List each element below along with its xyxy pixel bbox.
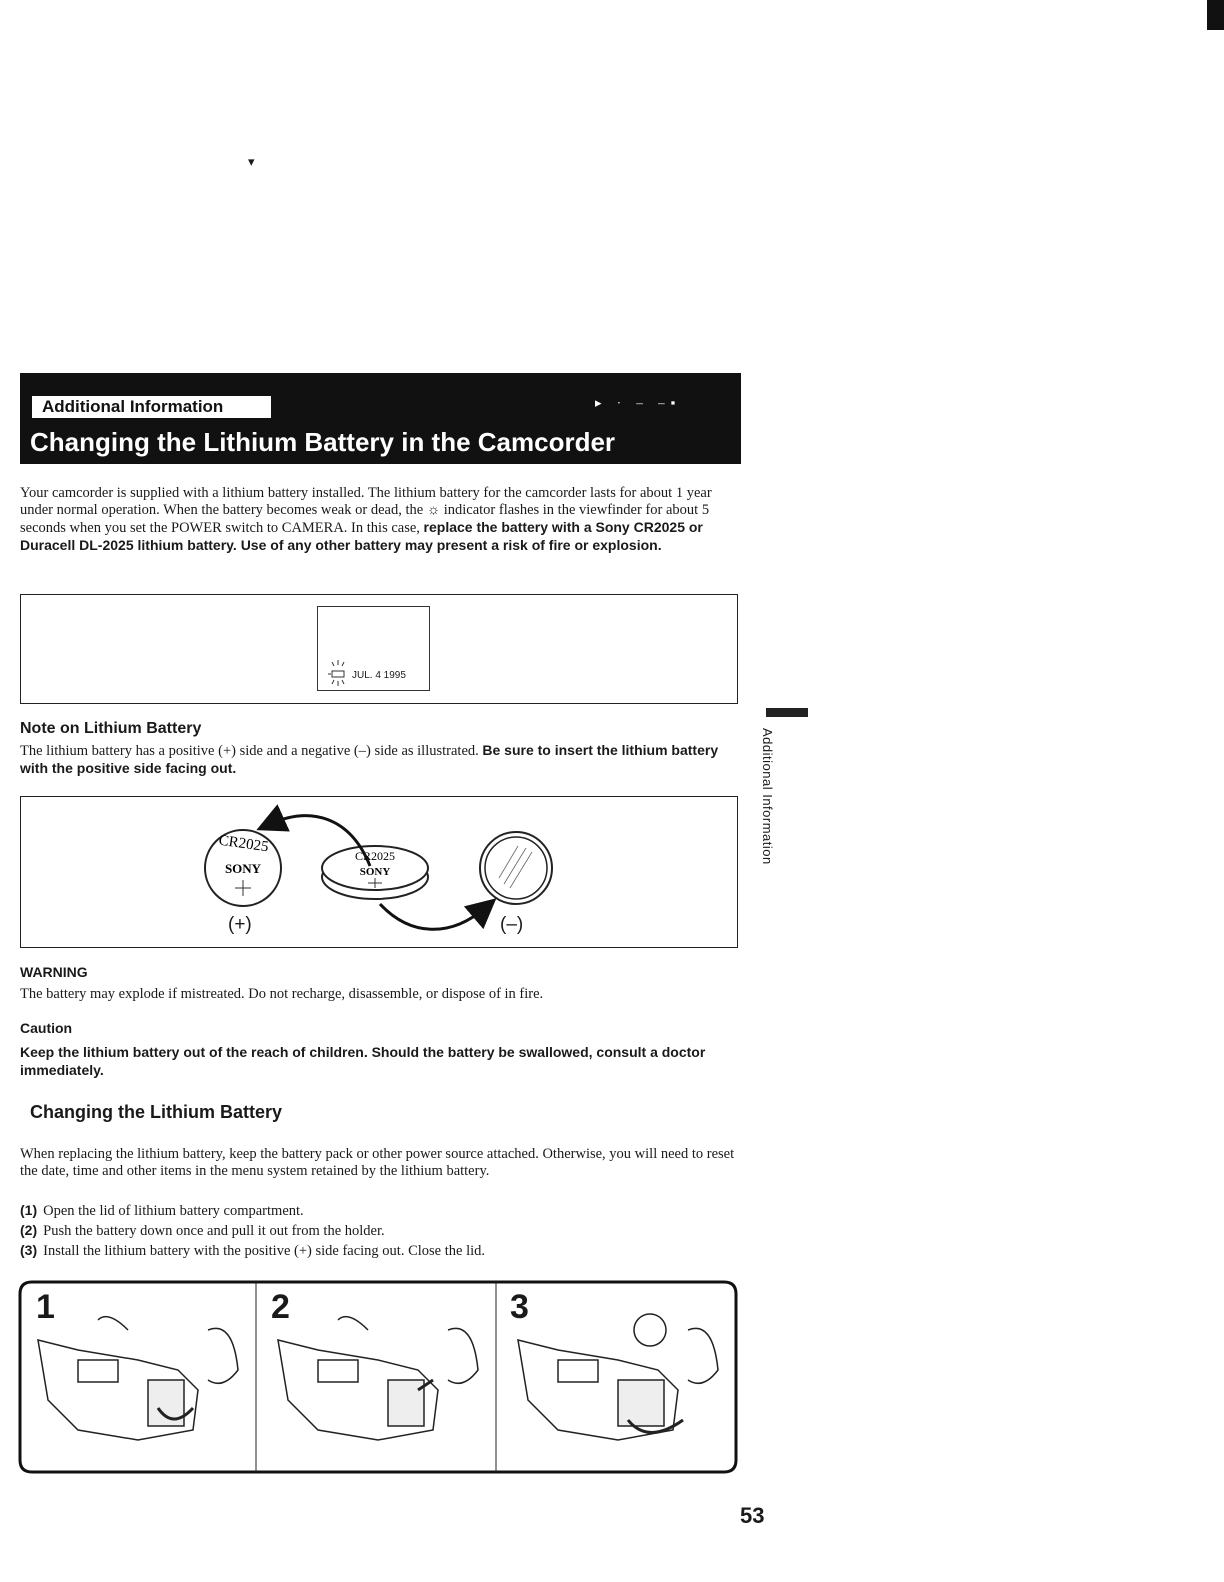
note-bold-text: Be sure to insert the lithium battery with the positive side facing out. (20, 742, 719, 776)
battery-positive-side (205, 830, 281, 906)
camcorder-sketch-2 (278, 1317, 478, 1440)
corner-registration-mark (1207, 0, 1224, 30)
negative-side-label: (–) (500, 914, 524, 935)
panel-number: 2 (271, 1288, 290, 1326)
step-item (20, 1202, 304, 1220)
changing-heading: Changing the Lithium Battery (30, 1102, 282, 1122)
step-text: Push the battery down once and pull it out from the holder. (43, 1223, 385, 1239)
battery-tilted-model: CR2025 (354, 849, 396, 863)
battery-indicator-icon: ☼ (426, 502, 441, 518)
note-paragraph (20, 742, 742, 778)
side-tab-bar (766, 708, 808, 717)
note-heading: Note on Lithium Battery (20, 720, 202, 737)
panel-number: 1 (36, 1288, 55, 1326)
caution-heading: Caution (20, 1020, 73, 1036)
steps-illustration-frame (18, 1280, 738, 1474)
warning-text: The battery may explode if mistreated. Do not recharge, disassemble, or dispose of in fire. (20, 986, 544, 1002)
battery-model-label: CR2025 (217, 832, 270, 856)
step-number: (3) (20, 1242, 38, 1258)
caution-text: Keep the lithium battery out of the reach of children. Should the battery be swallowed, consult a doctor immediately. (20, 1044, 706, 1078)
header-decoration: ▸ · ‒ ‒▪ (595, 395, 682, 410)
step-text: Open the lid of lithium battery compartment. (43, 1203, 304, 1219)
intro-text-2: indicator flashes in the viewfinder for about 5 seconds when you set the POWER switch to CAMERA. In this case, (20, 502, 710, 536)
battery-negative-side (480, 832, 552, 904)
changing-intro: When replacing the lithium battery, keep the battery pack or other power source attached. Otherwise, you will need to reset the date, time and other items in the menu system retained by the lithium battery. (20, 1146, 735, 1179)
print-speck: ▾ (248, 154, 255, 169)
positive-side-label: (+) (228, 914, 252, 935)
step-number: (2) (20, 1222, 38, 1238)
warning-heading: WARNING (20, 964, 88, 980)
camcorder-sketch-1 (38, 1317, 238, 1440)
flashing-battery-indicator-icon (328, 660, 348, 690)
page-title: Changing the Lithium Battery in the Camcorder (30, 427, 616, 457)
viewfinder-date: JUL. 4 1995 (352, 670, 406, 681)
side-tab-label: Additional Information (760, 728, 775, 865)
note-text: The lithium battery has a positive (+) side and a negative (–) side as illustrated. (20, 743, 483, 759)
intro-paragraph (20, 485, 742, 555)
panel-number: 3 (510, 1288, 529, 1326)
step-number: (1) (20, 1202, 38, 1218)
flip-arrow-bottom (380, 904, 485, 929)
camcorder-sketch-3 (518, 1314, 718, 1440)
step-item (20, 1242, 485, 1260)
page-number: 53 (740, 1503, 765, 1528)
intro-bold-text: replace the battery with a Sony CR2025 or Duracell DL-2025 lithium battery. Use of any other battery may present a risk of fire or explosion. (20, 519, 703, 553)
battery-brand-label: SONY (224, 861, 262, 876)
intro-text-1: Your camcorder is supplied with a lithium battery installed. The lithium battery for the camcorder lasts for about 1 year under normal operation. When the battery becomes weak or dead, the (20, 485, 712, 518)
step-text: Install the lithium battery with the positive (+) side facing out. Close the lid. (43, 1243, 486, 1259)
battery-tilted-brand: SONY (359, 866, 391, 878)
section-tag: Additional Information (32, 396, 271, 418)
step-item (20, 1222, 385, 1240)
battery-tilted (322, 846, 428, 899)
battery-illustration (20, 796, 738, 948)
